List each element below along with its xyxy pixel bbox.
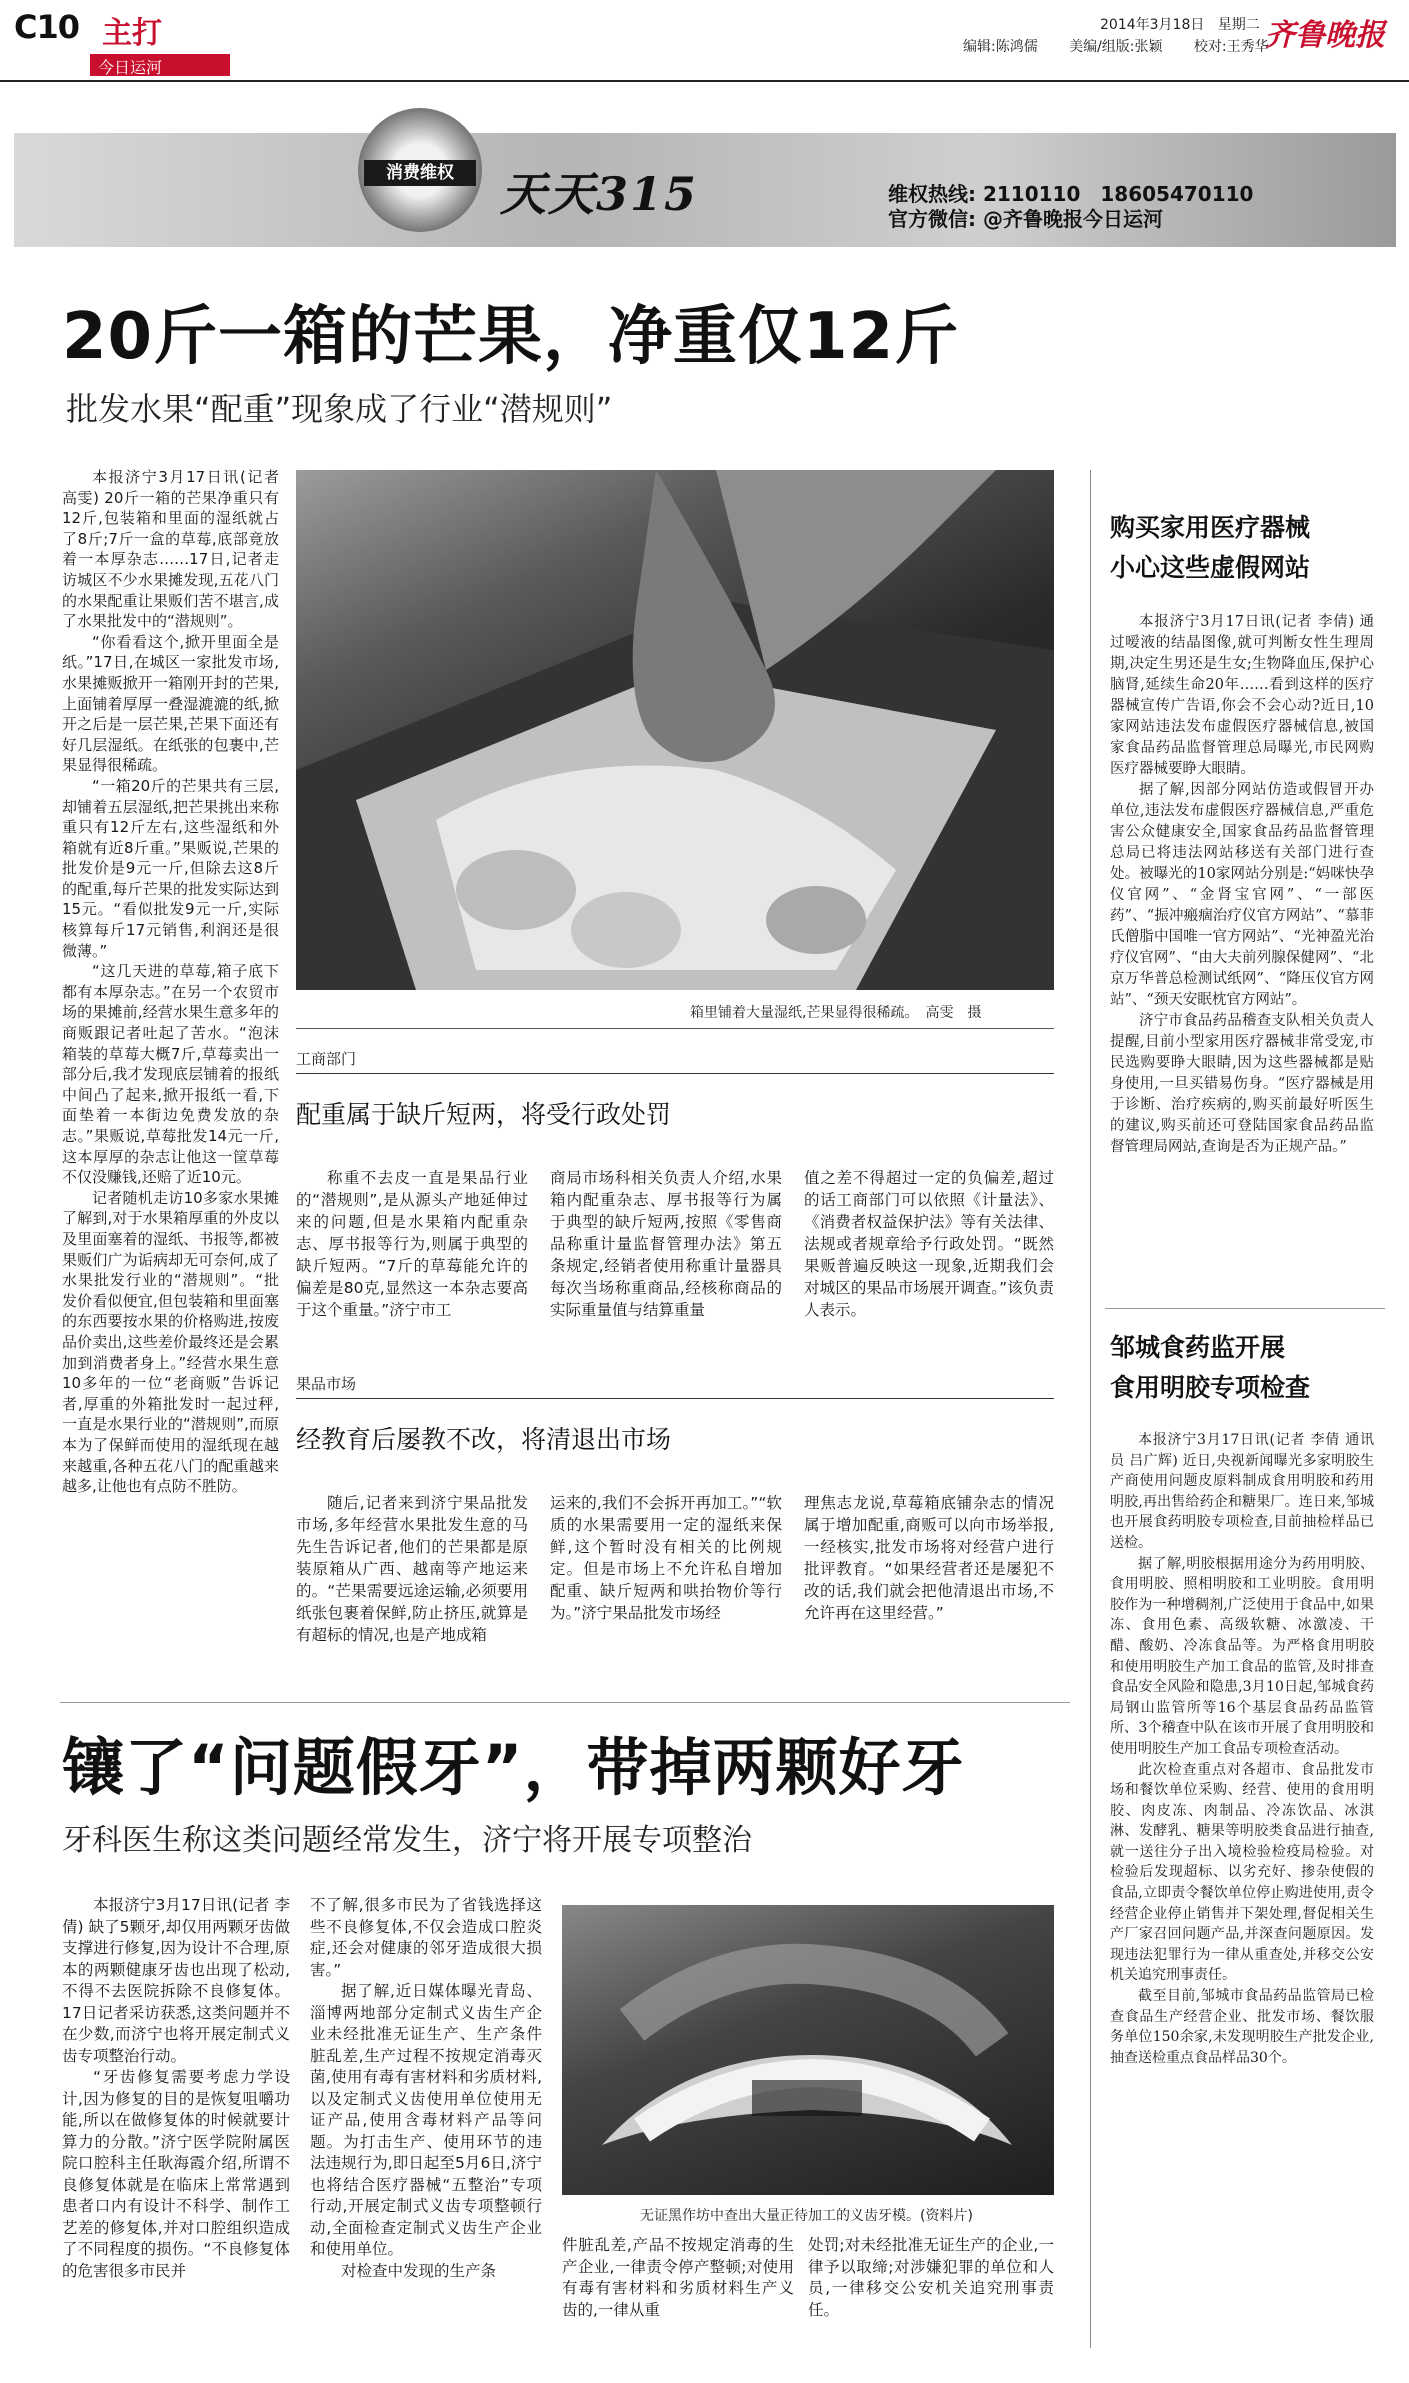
sidebar-divider xyxy=(1105,1308,1385,1309)
article2-paragraph: 处罚;对未经批准无证生产的企业,一律予以取缔;对涉嫌犯罪的单位和人员,一律移交公安机关追究刑事责任。 xyxy=(808,2236,1054,2319)
banner-wechat: 官方微信: @齐鲁晚报今日运河 xyxy=(888,207,1163,231)
banner-logo: 天天315 xyxy=(500,167,699,221)
article2-paragraph: 对检查中发现的生产条 xyxy=(341,2261,497,2280)
article1-paragraph: 记者随机走访10多家水果摊了解到,对于水果箱厚重的外皮以及里面塞着的湿纸、书报等,都被果贩们广为诟病却无可奈何,成了水果批发行业的“潜规则”。“批发价看似便宜,但包装箱和里面塞的东西要按水果的价格购进,按废品价卖出,这些差价最终还是会累加到消费者身上。”经营水果生意10多年的一位“老商贩”告诉记者,厚重的外箱批发时一起过秤,一直是水果行业的“潜规则”,而原本为了保鲜而使用的湿纸现在越来越重,各种五花八门的配重越来越多,让他也有点防不胜防。 xyxy=(62,1188,279,1496)
article2-paragraph: 据了解,近日媒体曝光青岛、淄博两地部分定制式义齿生产企业未经批准无证生产、生产条件脏乱差,生产过程不按规定消毒灭菌,使用有毒有害材料和劣质材料,以及定制式义齿使用单位使用无证产品,使用含毒材料产品等问题。为打击生产、使用环节的违法违规行为,即日起至5月6日,济宁也将结合医疗器械“五整治”专项行动,开展定制式义齿专项整顿行动,全面检查定制式义齿生产企业和使用单位。 xyxy=(310,1982,542,2258)
article2-paragraph: 件脏乱差,产品不按规定消毒的生产企业,一律责令停产整顿;对使用有毒有害材料和劣质材料生产义齿的,一律从重 xyxy=(562,2236,794,2319)
section2-col2 xyxy=(550,1492,782,1624)
proof-credit: 校对:王秀华 xyxy=(1193,39,1269,55)
section2-tag: 果品市场 xyxy=(296,1373,1054,1399)
sidebar2-paragraph: 截至目前,邹城市食品药品监管局已检查食品生产经营企业、批发市场、餐饮服务单位150余家,未发现明胶生产批发企业,抽查送检重点食品样品30个。 xyxy=(1110,1988,1374,2066)
mango-box-photo xyxy=(296,470,1054,990)
header-credits xyxy=(963,36,1269,56)
brand-logo: 齐鲁晚报 xyxy=(1265,18,1385,53)
article1-paragraph: “这几天进的草莓,箱子底下都有本厚杂志。”在另一个农贸市场的果摊前,经营水果生意多年的商贩跟记者吐起了苦水。“泡沫箱装的草莓大概7斤,草莓卖出一部分后,我才发现底层铺着的报纸中间凸了起来,掀开报纸一看,下面垫着一本街边免费发放的杂志。”果贩说,草莓批发14元一斤,这本厚厚的杂志让他这一筐草莓不仅没赚钱,还赔了近10元。 xyxy=(62,962,279,1187)
denture-photo xyxy=(562,1905,1054,2195)
sidebar1-paragraph: 本报济宁3月17日讯(记者 李倩) 通过嗳液的结晶图像,就可判断女性生理周期,决定生男还是生女;生物降血压,保护心脑肾,延续生命20年……看到这样的医疗器械宣传广告语,你会不会心动?近日,10家网站违法发布虚假医疗器械信息,被国家食品药品监督管理总局曝光,市民网购医疗器械要睁大眼睛。 xyxy=(1110,614,1374,777)
article2-col3 xyxy=(562,2235,794,2321)
sidebar1-title: 购买家用医疗器械 小心这些虚假网站 xyxy=(1110,513,1311,582)
photo-illustration xyxy=(562,1905,1054,2195)
section2-col1 xyxy=(296,1492,528,1646)
article2-paragraph: 不了解,很多市民为了省钱选择这些不良修复体,不仅会造成口腔炎症,还会对健康的邻牙造成很大损害。” xyxy=(310,1896,542,1979)
sidebar2-title: 邹城食药监开展 食用明胶专项检查 xyxy=(1110,1333,1311,1402)
section-name: 主打 xyxy=(102,16,162,51)
article2-col4 xyxy=(808,2235,1054,2321)
banner-badge: 消费维权 xyxy=(364,160,476,186)
section2-paragraph: 运来的,我们不会拆开再加工。”“软质的水果需要用一定的湿纸来保鲜,这个暂时没有相关的比例规定。但是市场上不允许私自增加配重、缺斤短两和哄抬物价等行为。”济宁果品批发市场经 xyxy=(550,1494,782,1622)
section2-col3 xyxy=(804,1492,1054,1624)
article2-col2 xyxy=(310,1895,542,2282)
header-rule xyxy=(0,80,1409,82)
sidebar1-paragraph: 据了解,因部分网站仿造或假冒开办单位,违法发布虚假医疗器械信息,严重危害公众健康安全,国家食品药品监督管理总局已将违法网站移送有关部门进行查处。被曝光的10家网站分别是:“妈咪快孕仪官网”、“金肾宝官网”、“一部医药”、“振冲瘢痼治疗仪官方网站”、“慕菲氏僧脂中国唯一官方网站”、“光神盈光治疗仪官网”、“由大夫前列腺保健网”、“北京万华普总检测试纸网”、“降压仪官方网站”、“颈天安眠枕官方网站”。 xyxy=(1110,782,1374,1008)
mango-photo-caption: 箱里铺着大量湿纸,芒果显得很稀疏。 高雯 摄 xyxy=(690,1005,982,1021)
sidebar2-paragraph: 据了解,明胶根据用途分为药用明胶、食用明胶、照相明胶和工业明胶。食用明胶作为一种增稠剂,广泛使用于食品中,如果冻、食用色素、高级软糖、冰激凌、干醋、酸奶、冷冻食品等。为严格食用明胶和使用明胶生产加工食品的监管,及时排查食品安全风险和隐患,3月10日起,邹城食药局钢山监管所等16个基层食品药品监管所、3个稽查中队在该市开展了食用明胶和使用明胶生产加工食品专项检查活动。 xyxy=(1110,1555,1374,1757)
section1-col1 xyxy=(296,1167,528,1321)
page-code: C10 xyxy=(14,8,80,46)
subsection-name: 今日运河 xyxy=(98,58,163,77)
editor-credit: 编辑:陈鸿儒 xyxy=(963,39,1038,55)
section1-col2 xyxy=(550,1167,782,1321)
article1-paragraph: “一箱20斤的芒果共有三层,却铺着五层湿纸,把芒果挑出来称重只有12斤左右,这些湿纸和外箱就有近8斤重。”果贩说,芒果的批发价是9元一斤,但除去这8斤的配重,每斤芒果的批发实际达到15元。“看似批发9元一斤,实际核算每斤17元销售,利润还是很微薄。” xyxy=(62,776,279,960)
column-divider xyxy=(1090,470,1091,2348)
header-date xyxy=(1100,14,1260,34)
sidebar2-body xyxy=(1110,1430,1374,2068)
sidebar2-paragraph: 此次检查重点对各超市、食品批发市场和餐饮单位采购、经营、使用的食用明胶、肉皮冻、肉制品、冷冻饮品、冰淇淋、发酵乳、糖果等明胶类食品进行抽查,就一送往分子出入境检验检疫局检验。对检验后发现超标、以劣充好、掺杂使假的食品,立即责令餐饮单位停止购进使用,责令经营企业停止销售并下架处理,督促相关生产厂家召回问题产品,并深查问题原因。发现违法犯罪行为一律从重查处,并移交公安机关追究刑事责任。 xyxy=(1110,1761,1374,1984)
section1-title: 配重属于缺斤短两，将受行政处罚 xyxy=(296,1100,672,1129)
section1-paragraph: 称重不去皮一直是果品行业的“潜规则”,是从源头产地延伸过来的问题,但是水果箱内配重杂志、厚书报等行为,则属于典型的缺斤短两。“7斤的草莓能允许的偏差是80克,显然这一本杂志要高于这个重量。”济宁市工 xyxy=(296,1169,528,1319)
caption-rule xyxy=(296,1028,1054,1029)
section1-tag: 工商部门 xyxy=(296,1048,1054,1074)
article2-col1 xyxy=(62,1895,290,2282)
article1-paragraph: 本报济宁3月17日讯(记者 高雯) 20斤一箱的芒果净重只有12斤,包装箱和里面的湿纸就占了8斤;7斤一盒的草莓,底部竟放着一本厚杂志……17日,记者走访城区不少水果摊发现,五花八门的水果配重让果贩们苦不堪言,成了水果批发中的“潜规则”。 xyxy=(62,468,279,631)
article2-headline: 镶了“问题假牙”，带掉两颗好牙 xyxy=(62,1731,965,1804)
section1-paragraph: 商局市场科相关负责人介绍,水果箱内配重杂志、厚书报等行为属于典型的缺斤短两,按照《零售商品称重计量监督管理办法》第五条规定,经销者使用称重计量器具每次当场称重商品,经核称商品的实际重量值与结算重量 xyxy=(550,1169,782,1319)
weekday-text: 星期二 xyxy=(1217,17,1260,33)
article1-col1 xyxy=(62,467,279,1672)
sidebar1-body xyxy=(1110,612,1374,1158)
section2-paragraph: 理焦志龙说,草莓箱底铺杂志的情况属于增加配重,商贩可以向市场举报,一经核实,批发市场将对经营户进行批评教育。“如果经营者还是屡犯不改的话,我们就会把他清退出市场,不允许再在这里经营。” xyxy=(804,1494,1054,1622)
banner-hotline: 维权热线: 2110110 18605470110 xyxy=(888,182,1254,206)
article2-paragraph: “牙齿修复需要考虑力学设计,因为修复的目的是恢复咀嚼功能,所以在做修复体的时候就要计算力的分散。”济宁医学院附属医院口腔科主任耿海霞介绍,所谓不良修复体就是在临床上常常遇到患者口内有设计不科学、制作工艺差的修复体,并对口腔组织造成了不同程度的损伤。“不良修复体的危害很多市民并 xyxy=(62,2068,290,2280)
section1-col3 xyxy=(804,1167,1054,1321)
section2-paragraph: 随后,记者来到济宁果品批发市场,多年经营水果批发生意的马先生告诉记者,他们的芒果都是原装原箱从广西、越南等产地运来的。“芒果需要远途运输,必须要用纸张包裹着保鲜,防止挤压,就算是有超标的情况,也是产地成箱 xyxy=(296,1494,528,1644)
sidebar2-paragraph: 本报济宁3月17日讯(记者 李倩 通讯员 吕广辉) 近日,央视新闻曝光多家明胶生产商使用问题皮原料制成食用明胶和药用明胶,再出售给药企和糖果厂。连日来,邹城也开展食药明胶专项检查,目前抽检样品已送检。 xyxy=(1110,1432,1374,1551)
photo-illustration xyxy=(296,470,1054,990)
article-divider xyxy=(60,1702,1070,1703)
date-text: 2014年3月18日 xyxy=(1100,17,1205,33)
section2-title: 经教育后屡教不改，将清退出市场 xyxy=(296,1425,672,1454)
article2-paragraph: 本报济宁3月17日讯(记者 李倩) 缺了5颗牙,却仅用两颗牙齿做支撑进行修复,因为设计不合理,原本的两颗健康牙齿也出现了松动,不得不去医院拆除不良修复体。17日记者采访获悉,这类问题并不在少数,而济宁也将开展定制式义齿专项整治行动。 xyxy=(62,1896,290,2065)
section1-paragraph: 值之差不得超过一定的负偏差,超过的话工商部门可以依照《计量法》、《消费者权益保护法》等有关法律、法规或者规章给予行政处罚。“既然果贩普遍反映这一现象,近期我们会对城区的果品市场展开调查。”该负责人表示。 xyxy=(804,1169,1054,1319)
article1-headline: 20斤一箱的芒果，净重仅12斤 xyxy=(62,300,960,374)
design-credit: 美编/组版:张颖 xyxy=(1069,39,1163,55)
article1-subheadline: 批发水果“配重”现象成了行业“潜规则” xyxy=(66,390,613,428)
article2-subheadline: 牙科医生称这类问题经常发生，济宁将开展专项整治 xyxy=(62,1823,752,1858)
article1-paragraph: “你看看这个,掀开里面全是纸。”17日,在城区一家批发市场,水果摊贩掀开一箱刚开封的芒果,上面铺着厚厚一叠湿漉漉的纸,掀开之后是一层芒果,芒果下面还有好几层湿纸。在纸张的包裹中,芒果显得很稀疏。 xyxy=(62,632,279,775)
denture-photo-caption: 无证黑作坊中查出大量正待加工的义齿牙模。(资料片) xyxy=(640,2208,973,2224)
sidebar1-paragraph: 济宁市食品药品稽查支队相关负责人提醒,目前小型家用医疗器械非常受宠,市民选购要睁大眼睛,因为这些器械都是贴身使用,一旦买错易伤身。“医疗器械是用于诊断、治疗疾病的,购买前最好听医生的建议,购买前还可登陆国家食品药品监督管理局网站,查询是否为正规产品。” xyxy=(1110,1013,1374,1155)
